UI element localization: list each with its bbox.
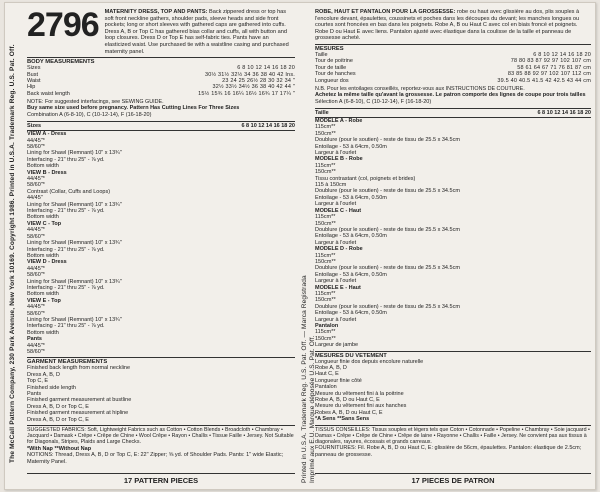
view-line-label: Bottom width [27,214,59,221]
view-line-label: 115cm** [315,329,336,336]
english-header [27,6,295,55]
view-title: MODELE B - Robe [315,156,363,163]
view-title: VIEW E - Top [27,297,61,304]
view-line-label: Largeur à l'ourlet [315,150,357,157]
trademark-line-2: Imprimé aux E.U. Marque déposée U.S. Pat. Off. [309,335,316,483]
english-description-text: Back zippered dress or top has soft front neckline gathers, shoulder pads, sleeve heads and side front pockets; long or short sleeves with gathered caps are gathered into cuffs. Dress A, B or Top C has gathered bias collar and cuffs, all with button and loop closures. Dress D or Top E has self-fabric ties. Pants have an elasticized waist. Use purchased tie with a waistline casing and purchased maternity panel. [104,9,289,55]
view-line-label: 115cm** [315,214,336,221]
view-line-label: 58/60"* [27,233,45,240]
metrage-sizes-header [315,108,591,118]
measure-values: 15½ 15¾ 16 16¼ 16½ 16¾ 17 17¼ " [198,90,295,97]
view-title: MODELE C - Haut [315,207,362,214]
view-title: VIEW A - Dress [27,131,67,138]
view-line-label: Entoilage - 53 à 64cm, 0.50m [315,194,387,201]
measure-values: 39.5 40 40.5 41.5 42 42.5 43 44 cm [497,77,591,84]
view-line-label: 44/45"* [27,176,45,183]
pattern-number: 2796 [27,6,99,44]
tissus-conseilles: TISSUS CONSEILLES: Tissus souples et légers tels que Coton • Cotonnade • Popeline • Chambray • Soie jacquard • Damas • Crêpe • Crêpe de Chine • Crêpe de laine • Rayonne • Challis • Faille • Jersey. Ne convient pas aux tissus à diagonales, rayures, écossais et grands carreaux. [315,426,590,446]
measure-values: 83 85 88 92 97 102 107 112 cm [507,71,591,78]
garment-line-label: Finished garment measurement at hipline [27,410,129,417]
tailles-values: 6 8 10 12 14 16 18 20 [533,51,591,58]
measure-values: 23 24 25 26½ 28 30 32 34 " [222,77,295,84]
measure-label: Tour de taille [315,64,347,71]
measure-values: 78 80 83 87 92 97 102 107 cm [510,58,591,65]
garment-line-label: Longueur finie côté [315,377,362,384]
measure-label: Hip [27,84,36,91]
combination-line: Combination A (6-8-10), C (10-12-14), F (16-18-20) [27,111,152,118]
view-line-label: Doublure (pour le soutien) - reste de tissu de 25.5 x 34.5cm [315,226,460,233]
view-line-label: 58/60"* [27,310,45,317]
measure-label: Tour de hanches [315,71,356,78]
measure-label: Longueur dos [315,77,349,84]
garment-line-label: Robes A, B, D ou Haut C, E [315,409,383,416]
view-line-label: 58/60"* [27,182,45,189]
size-header-values: 6 8 10 12 14 16 18 20 [241,123,295,130]
view-line-label: Entoilage - 53 à 64cm, 0.50m [315,233,387,240]
english-title: MATERNITY DRESS, TOP AND PANTS: [104,9,208,15]
measure-label: Waist [27,77,41,84]
view-line-label: Interfacing - 21" thru 25" - ⅞ yd. [27,208,105,215]
view-line-label: 150cm** [315,297,336,304]
suggested-fabrics: SUGGESTED FABRICS: Soft, Lightweight Fabrics such as Cotton • Cotton Blends • Broadcloth • Chambray • Jacquard • Damask • Crêpe • Crêpe de Chine • Wool Crêpe • Rayon • Challis • Tissue Faille • Jersey. Not Suitable for Diagonals, Stripes, Plaids and Large Checks. [27,427,294,446]
notions: NOTIONS: Thread, Dress A, B, D or Top C, E: 22" Zipper; ⅝ yd. of Shoulder Pads. Pants: 1" wide Elastic; Maternity Panel. [27,452,284,465]
garment-line-label: Pantalon [315,384,337,391]
same-size-title: Buy same size used before pregnancy. Pattern Has Cutting Lines For Three Sizes [27,105,240,112]
view-line-label: Lining for Shawl (Remnant) 10" x 13¾" [27,240,122,247]
view-title: MODELE A - Robe [315,118,363,125]
garment-line-label: Mesure du vêtement fini aux hanches [315,403,407,410]
view-line-label: Interfacing - 21" thru 25" - ⅞ yd. [27,284,105,291]
view-line-label: Interfacing - 21" thru 25" - ⅞ yd. [27,323,105,330]
view-line-label: 58/60"* [27,349,45,356]
view-line-label: 44/45" [27,195,43,202]
view-title: Pantalon [315,323,339,330]
sizes-label: Sizes [27,65,41,72]
view-line-label: Largeur à l'ourlet [315,239,357,246]
view-line-label: 44/45"* [27,265,45,272]
view-title: MODELE E - Haut [315,284,361,291]
view-line-label: Lining for Shawl (Remnant) 10" x 13¾" [27,150,122,157]
company-imprint: The McCall Pattern Company, 230 Park Avenue, New York 10169. Copyright 1986. Printed in U.S.A. Trademark Reg. U.S. Pat. Off. [9,44,16,463]
garment-line-label: Longueur finie dos depuis encolure naturelle [315,358,424,365]
view-line-label: Entoilage - 53 à 64cm, 0.50m [315,310,387,317]
entoilage-note: N.B. Pour les entoilages conseillés, reportez-vous aux INSTRUCTIONS DE COUTURE. [315,86,525,92]
english-description [105,9,295,55]
view-line-label: Largeur à l'ourlet [315,201,357,208]
view-line-label: 150cm** [315,130,336,137]
measure-row [315,78,591,84]
measure-values: 30½ 31½ 32½ 34 36 38 40 42 Ins. [205,71,295,78]
modeles-metrage [315,118,591,349]
view-title: VIEW C - Top [27,220,62,227]
measure-label: Bust [27,71,39,78]
view-line-label: Doublure (pour le soutien) - reste de tissu de 25.5 x 34.5cm [315,303,460,310]
measure-row [27,91,295,97]
view-title: VIEW D - Dress [27,259,67,266]
view-line-label: Lining for Shawl (Remnant) 10" x 13¾" [27,201,122,208]
size-header-values: 6 8 10 12 14 16 18 20 [537,110,591,117]
garment-line-label: Robe A, B, D [315,365,347,372]
view-line-label: 44/45"* [27,137,45,144]
view-line-label: 115cm** [315,162,336,169]
garment-measurements-heading: GARMENT MEASUREMENTS [27,357,295,365]
view-line-label: Contrast (Collar, Cuffs and Loops) [27,188,111,195]
french-title: ROBE, HAUT ET PANTALON POUR LA GROSSESSE: [315,9,456,15]
garment-line-label: Finished back length from normal neckline [27,365,131,372]
french-piece-count: 17 PIECES DE PATRON [315,473,591,485]
mesures-heading: MESURES [315,44,591,52]
view-line-label: Doublure (pour le soutien) - reste de tissu de 25.5 x 34.5cm [315,137,460,144]
view-line-label: 58/60"* [27,272,45,279]
measure-values: 32½ 33½ 34½ 36 38 40 42 44 " [212,84,295,91]
size-header-label: Taille [315,110,329,117]
body-measure-table [27,72,295,98]
size-header-label: Sizes [27,123,42,130]
view-title: MODELE D - Robe [315,246,363,253]
view-line-label: 150cm** [315,335,336,342]
view-line-label: 115cm** [315,290,336,297]
view-title: Pants [27,336,42,343]
mesures-vetement [315,359,591,417]
view-line-label: 44/45"* [27,342,45,349]
view-line-label: 115cm** [315,124,336,131]
garment-line-label: Pants [27,391,42,398]
garment-line-label: Mesure du vêtement fini à la poitrine [315,390,404,397]
view-line-label: Doublure (pour le soutien) - reste de tissu de 25.5 x 34.5cm [315,188,460,195]
sizes-values: 6 8 10 12 14 16 18 20 [237,65,295,72]
tailles-label: Taille [315,51,328,58]
view-line [27,349,295,355]
view-line-label: Bottom width [27,329,59,336]
measure-label: Back waist length [27,90,70,97]
view-line-label: 44/45"* [27,304,45,311]
measure-label: Tour de poitrine [315,58,353,65]
meme-taille-title: Achetez la même taille qu'avant la grossesse. Le patron comporte des lignes de coupe pour trois tailles [315,92,586,99]
pattern-envelope-back [4,2,596,490]
view-line-label: Entoilage - 53 à 64cm, 0.50m [315,271,387,278]
garment-measurements [27,365,295,423]
view-line-label: Lining for Shawl (Remnant) 10" x 13¾" [27,278,122,285]
english-column [27,6,295,465]
view-line-label: 115 à 150cm [315,182,347,189]
view-line-label: Bottom width [27,291,59,298]
view-line-label: 150cm** [315,220,336,227]
english-piece-count: 17 PATTERN PIECES [27,473,295,485]
view-title: VIEW B - Dress [27,169,67,176]
view-line-label: Doublure (pour le soutien) - reste de tissu de 25.5 x 34.5cm [315,265,460,272]
garment-line [27,417,295,423]
measure-values: 58 61 64 67 71 76 81 87 cm [517,64,591,71]
garment-line-label: Dress A, B, D or Top C, E [27,403,89,410]
nap-legend: *With Nap **Without Nap [27,445,92,452]
view-line [315,342,591,348]
french-description-text: robe ou haut avec glissière au dos, plis souples à l'encolure devant, épaulettes, coussinets et poches dans les découpes du devant; les manches longues ou courtes sont froncées en bas dans les poignets. Robe A, B ou Haut C avec col en biais froncé et poignets. Robe D ou Haut E avec liens. Pantalon ajusté avec élastique dans la coulisse de la taille et panneau de grossesse acheté. [315,9,580,42]
selection-line: Sélection A (6-8-10), C (10-12-14), F (16-18-20) [315,98,432,105]
view-line-label: Tissu contrastant (col, poignets et brides) [315,175,416,182]
mesures-vetement-heading: MESURES DU VETEMENT [315,351,591,359]
mesures-table [315,58,591,84]
view-line-label: 44/45"* [27,227,45,234]
view-line-label: Interfacing - 21" thru 25" - ⅞ yd. [27,156,105,163]
garment-line-label: Robe A, B, D ou Haut C, E [315,397,380,404]
interfacing-note: NOTE: For suggested interfacings, see SEWING GUIDE. [27,99,164,106]
view-line-label: Largeur à l'ourlet [315,316,357,323]
garment-line-label: Finished side length [27,384,76,391]
view-line-label: Interfacing - 21" thru 25" - ⅞ yd. [27,246,105,253]
fournitures: FOURNITURES: Fil. Robe A, B, D ou Haut C, E: glissière de 56cm, épaulettes. Pantalon: élastique de 2.5cm; panneau de grossesse. [315,445,582,458]
french-column [315,9,591,458]
sens-legend: *A Sens **Sans Sens [315,416,370,423]
garment-line-label: Dress A, B, D [27,371,61,378]
yardage-sizes-header [27,121,295,131]
french-description [315,9,591,42]
garment-line-label: Finished garment measurement at bustline [27,397,132,404]
views-yardage [27,131,295,355]
view-line-label: 115cm** [315,252,336,259]
view-line-label: 150cm** [315,258,336,265]
garment-line-label: Top C, E [27,378,49,385]
garment-line-label: Dress A, B, D or Top C, E [27,416,89,423]
garment-line-label: Haut C, E [315,371,339,378]
view-line-label: 58/60"* [27,144,45,151]
view-line-label: Largeur de jambe [315,342,359,349]
view-line-label: Entoilage - 53 à 64cm, 0.50m [315,143,387,150]
view-line-label: 150cm** [315,169,336,176]
view-line-label: Lining for Shawl (Remnant) 10" x 13¾" [27,316,122,323]
view-line-label: Bottom width [27,163,59,170]
trademark-line-1: Printed in U.S.A. Trademark Reg. U.S. Pat. Off. — Marca Registrada [301,275,308,483]
view-line-label: Largeur à l'ourlet [315,278,357,285]
body-measurements-heading: BODY MEASUREMENTS [27,57,295,65]
view-line-label: Bottom width [27,252,59,259]
